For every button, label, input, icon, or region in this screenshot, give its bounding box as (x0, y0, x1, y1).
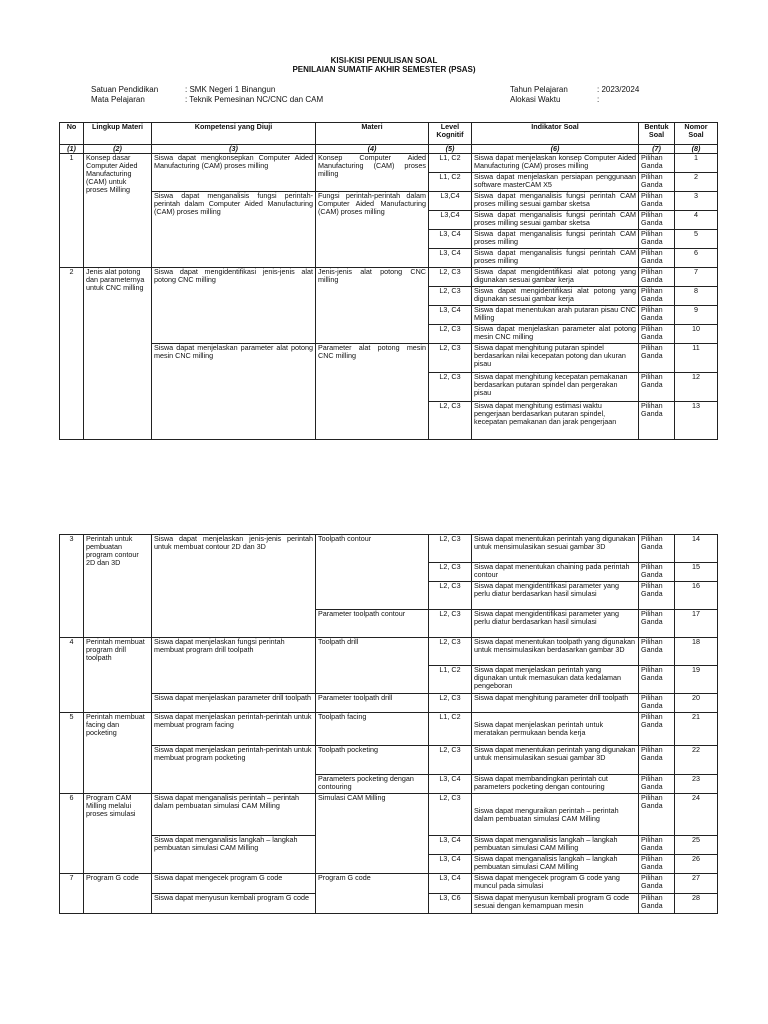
mapel-value: : Teknik Pemesinan NC/CNC dan CAM (185, 95, 324, 104)
level-kognitif: L1, C2 (429, 154, 472, 173)
document-subtitle: PENILAIAN SUMATIF AKHIR SEMESTER (PSAS) (292, 65, 476, 74)
nomor-soal: 4 (675, 211, 718, 230)
column-number: (5) (429, 145, 472, 154)
indikator-soal: Siswa dapat mengidentifikasi parameter yang perlu diatur berdasarkan hasil simulasi (472, 582, 639, 610)
bentuk-soal: Pilihan Ganda (639, 325, 675, 344)
kompetensi: Siswa dapat menganalisis langkah – langkah pembuatan simulasi CAM Milling (152, 836, 316, 874)
level-kognitif: L3, C4 (429, 855, 472, 874)
nomor-soal: 23 (675, 775, 718, 794)
materi: Parameters pocketing dengan contouring (316, 775, 429, 794)
nomor-soal: 1 (675, 154, 718, 173)
kompetensi: Siswa dapat menjelaskan fungsi perintah membuat program drill toolpath (152, 638, 316, 694)
kompetensi: Siswa dapat menjelaskan perintah-perintah untuk membuat program facing (152, 713, 316, 746)
table-row (60, 794, 718, 836)
row-no: 5 (60, 713, 84, 794)
nomor-soal: 14 (675, 535, 718, 563)
indikator-soal: Siswa dapat mengecek program G code yang muncul pada simulasi (472, 874, 639, 894)
header-nomor: Nomor Soal (675, 123, 718, 145)
lingkup-materi: Program G code (84, 874, 152, 914)
nomor-soal: 12 (675, 373, 718, 402)
level-kognitif: L2, C3 (429, 287, 472, 306)
bentuk-soal: Pilihan Ganda (639, 794, 675, 836)
level-kognitif: L3, C4 (429, 249, 472, 268)
bentuk-soal: Pilihan Ganda (639, 287, 675, 306)
table-row (60, 874, 718, 894)
bentuk-soal: Pilihan Ganda (639, 836, 675, 855)
kompetensi: Siswa dapat menjelaskan parameter drill toolpath (152, 694, 316, 713)
lingkup-materi: Jenis alat potong dan parameternya untuk CNC milling (84, 268, 152, 440)
bentuk-soal: Pilihan Ganda (639, 249, 675, 268)
level-kognitif: L3, C4 (429, 230, 472, 249)
level-kognitif: L3, C4 (429, 836, 472, 855)
header-indikator: Indikator Soal (472, 123, 639, 145)
materi: Konsep Computer Aided Manufacturing (CAM) proses milling (316, 154, 429, 192)
row-no: 4 (60, 638, 84, 713)
level-kognitif: L2, C3 (429, 402, 472, 440)
nomor-soal: 9 (675, 306, 718, 325)
kompetensi: Siswa dapat mengidentifikasi jenis-jenis alat potong CNC milling (152, 268, 316, 344)
column-number: (6) (472, 145, 639, 154)
bentuk-soal: Pilihan Ganda (639, 344, 675, 373)
table-row (60, 192, 718, 211)
materi: Jenis-jenis alat potong CNC milling (316, 268, 429, 344)
bentuk-soal: Pilihan Ganda (639, 746, 675, 775)
indikator-soal: Siswa dapat menghitung kecepatan pemakanan berdasarkan putaran spindel dan pergerakan pisau (472, 373, 639, 402)
column-number: (1) (60, 145, 84, 154)
level-kognitif: L2, C3 (429, 535, 472, 563)
indikator-soal: Siswa dapat menentukan perintah yang digunakan untuk mensimulasikan sesuai gambar 3D (472, 535, 639, 563)
indikator-soal: Siswa dapat menjelaskan perintah yang digunakan untuk memasukan data kedalaman pengeboran (472, 666, 639, 694)
bentuk-soal: Pilihan Ganda (639, 694, 675, 713)
indikator-soal: Siswa dapat menganalisis fungsi perintah CAM proses milling sesuai gambar sketsa (472, 192, 639, 211)
nomor-soal: 16 (675, 582, 718, 610)
nomor-soal: 19 (675, 666, 718, 694)
mapel-label: Mata Pelajaran (91, 95, 145, 104)
bentuk-soal: Pilihan Ganda (639, 666, 675, 694)
nomor-soal: 6 (675, 249, 718, 268)
materi: Simulasi CAM Milling (316, 794, 429, 874)
tahun-label: Tahun Pelajaran (510, 85, 568, 94)
column-number: (2) (84, 145, 152, 154)
kisi-table-page1 (59, 122, 718, 440)
column-number: (7) (639, 145, 675, 154)
indikator-soal: Siswa dapat menentukan perintah yang digunakan untuk mensimulasikan sesuai gambar 3D (472, 746, 639, 775)
kompetensi: Siswa dapat mengkonsepkan Computer Aided Manufacturing (CAM) proses milling (152, 154, 316, 192)
header-bentuk: Bentuk Soal (639, 123, 675, 145)
materi: Parameter toolpath drill (316, 694, 429, 713)
lingkup-materi: Perintah untuk pembuatan program contour 2D dan 3D (84, 535, 152, 638)
indikator-soal: Siswa dapat menentukan arah putaran pisau CNC Milling (472, 306, 639, 325)
nomor-soal: 21 (675, 713, 718, 746)
nomor-soal: 17 (675, 610, 718, 638)
nomor-soal: 11 (675, 344, 718, 373)
materi: Parameter toolpath contour (316, 610, 429, 638)
table-row (60, 154, 718, 173)
row-no: 6 (60, 794, 84, 874)
nomor-soal: 10 (675, 325, 718, 344)
indikator-soal: Siswa dapat menyusun kembali program G code sesuai dengan kemampuan mesin (472, 894, 639, 914)
level-kognitif: L3,C4 (429, 192, 472, 211)
bentuk-soal: Pilihan Ganda (639, 894, 675, 914)
level-kognitif: L2, C3 (429, 373, 472, 402)
column-number: (4) (316, 145, 429, 154)
level-kognitif: L2, C3 (429, 610, 472, 638)
bentuk-soal: Pilihan Ganda (639, 268, 675, 287)
satuan-label: Satuan Pendidikan (91, 85, 159, 94)
materi: Toolpath facing (316, 713, 429, 746)
alokasi-label: Alokasi Waktu (510, 95, 561, 104)
level-kognitif: L2, C3 (429, 325, 472, 344)
indikator-soal: Siswa dapat menghitung putaran spindel berdasarkan nilai kecepatan potong dan ukuran pisau (472, 344, 639, 373)
level-kognitif: L2, C3 (429, 344, 472, 373)
kompetensi: Siswa dapat menjelaskan parameter alat potong mesin CNC milling (152, 344, 316, 440)
bentuk-soal: Pilihan Ganda (639, 373, 675, 402)
level-kognitif: L2, C3 (429, 746, 472, 775)
level-kognitif: L3, C4 (429, 306, 472, 325)
materi: Toolpath contour (316, 535, 429, 610)
lingkup-materi: Perintah membuat program drill toolpath (84, 638, 152, 713)
header-lingkup: Lingkup Materi (84, 123, 152, 145)
table-row (60, 746, 718, 775)
level-kognitif: L2, C3 (429, 268, 472, 287)
bentuk-soal: Pilihan Ganda (639, 211, 675, 230)
table-row (60, 694, 718, 713)
table-row (60, 713, 718, 746)
materi: Fungsi perintah-perintah dalam Computer Aided Manufacturing (CAM) proses milling (316, 192, 429, 268)
nomor-soal: 15 (675, 563, 718, 582)
nomor-soal: 25 (675, 836, 718, 855)
materi: Toolpath drill (316, 638, 429, 694)
kompetensi: Siswa dapat menjelaskan jenis-jenis perintah untuk membuat contour 2D dan 3D (152, 535, 316, 638)
level-kognitif: L1, C2 (429, 713, 472, 746)
bentuk-soal: Pilihan Ganda (639, 855, 675, 874)
table-row (60, 268, 718, 287)
indikator-soal: Siswa dapat mengidentifikasi alat potong yang digunakan sesuai gambar kerja (472, 287, 639, 306)
indikator-soal: Siswa dapat menguraikan perintah – perintah dalam pembuatan simulasi CAM Milling (472, 794, 639, 836)
row-no: 7 (60, 874, 84, 914)
nomor-soal: 20 (675, 694, 718, 713)
kisi-table-page2 (59, 534, 718, 914)
materi: Toolpath pocketing (316, 746, 429, 775)
table-row (60, 344, 718, 373)
indikator-soal: Siswa dapat menganalisis fungsi perintah CAM proses milling sesuai gambar sketsa (472, 211, 639, 230)
level-kognitif: L2, C3 (429, 694, 472, 713)
tahun-value: : 2023/2024 (597, 85, 640, 94)
bentuk-soal: Pilihan Ganda (639, 306, 675, 325)
bentuk-soal: Pilihan Ganda (639, 192, 675, 211)
lingkup-materi: Perintah membuat facing dan pocketing (84, 713, 152, 794)
kompetensi: Siswa dapat menyusun kembali program G code (152, 894, 316, 914)
indikator-soal: Siswa dapat menjelaskan parameter alat potong mesin CNC milling (472, 325, 639, 344)
nomor-soal: 3 (675, 192, 718, 211)
indikator-soal: Siswa dapat mengidentifikasi alat potong yang digunakan sesuai gambar kerja (472, 268, 639, 287)
nomor-soal: 27 (675, 874, 718, 894)
bentuk-soal: Pilihan Ganda (639, 402, 675, 440)
level-kognitif: L3, C4 (429, 775, 472, 794)
bentuk-soal: Pilihan Ganda (639, 173, 675, 192)
indikator-soal: Siswa dapat membandingkan perintah cut parameters pocketing dengan contouring (472, 775, 639, 794)
bentuk-soal: Pilihan Ganda (639, 535, 675, 563)
bentuk-soal: Pilihan Ganda (639, 874, 675, 894)
bentuk-soal: Pilihan Ganda (639, 610, 675, 638)
level-kognitif: L1, C2 (429, 666, 472, 694)
lingkup-materi: Program CAM Milling melalui proses simulasi (84, 794, 152, 874)
level-kognitif: L2, C3 (429, 794, 472, 836)
indikator-soal: Siswa dapat menjelaskan persiapan penggunaan software masterCAM X5 (472, 173, 639, 192)
header-kompetensi: Kompetensi yang Diuji (152, 123, 316, 145)
indikator-soal: Siswa dapat menentukan chaining pada perintah contour (472, 563, 639, 582)
bentuk-soal: Pilihan Ganda (639, 638, 675, 666)
row-no: 2 (60, 268, 84, 440)
kompetensi: Siswa dapat menganalisis perintah – perintah dalam pembuatan simulasi CAM Milling (152, 794, 316, 836)
lingkup-materi: Konsep dasar Computer Aided Manufacturing (CAM) untuk proses Milling (84, 154, 152, 268)
indikator-soal: Siswa dapat menganalisis langkah – langkah pembuatan simulasi CAM Milling (472, 836, 639, 855)
indikator-soal: Siswa dapat menentukan toolpath yang digunakan untuk mensimulasikan berdasarkan gambar 3D (472, 638, 639, 666)
nomor-soal: 7 (675, 268, 718, 287)
table-row (60, 535, 718, 563)
nomor-soal: 13 (675, 402, 718, 440)
bentuk-soal: Pilihan Ganda (639, 713, 675, 746)
indikator-soal: Siswa dapat menganalisis fungsi perintah CAM proses milling (472, 230, 639, 249)
bentuk-soal: Pilihan Ganda (639, 582, 675, 610)
bentuk-soal: Pilihan Ganda (639, 230, 675, 249)
indikator-soal: Siswa dapat menghitung estimasi waktu pengerjaan berdasarkan putaran spindel, kecepatan pemakanan dan jarak pengerjaan (472, 402, 639, 440)
nomor-soal: 8 (675, 287, 718, 306)
kompetensi: Siswa dapat mengecek program G code (152, 874, 316, 894)
level-kognitif: L2, C3 (429, 563, 472, 582)
header-level: Level Kognitif (429, 123, 472, 145)
level-kognitif: L2, C3 (429, 582, 472, 610)
level-kognitif: L1, C2 (429, 173, 472, 192)
bentuk-soal: Pilihan Ganda (639, 775, 675, 794)
nomor-soal: 18 (675, 638, 718, 666)
indikator-soal: Siswa dapat menghitung parameter drill toolpath (472, 694, 639, 713)
kompetensi: Siswa dapat menjelaskan perintah-perintah untuk membuat program pocketing (152, 746, 316, 794)
row-no: 3 (60, 535, 84, 638)
indikator-soal: Siswa dapat menjelaskan perintah untuk meratakan permukaan benda kerja (472, 713, 639, 746)
nomor-soal: 24 (675, 794, 718, 836)
satuan-value: : SMK Negeri 1 Binangun (185, 85, 276, 94)
level-kognitif: L2, C3 (429, 638, 472, 666)
bentuk-soal: Pilihan Ganda (639, 154, 675, 173)
level-kognitif: L3, C4 (429, 874, 472, 894)
level-kognitif: L3, C6 (429, 894, 472, 914)
nomor-soal: 28 (675, 894, 718, 914)
indikator-soal: Siswa dapat menganalisis langkah – langkah pembuatan simulasi CAM Milling (472, 855, 639, 874)
indikator-soal: Siswa dapat menganalisis fungsi perintah CAM proses milling (472, 249, 639, 268)
bentuk-soal: Pilihan Ganda (639, 563, 675, 582)
column-number: (3) (152, 145, 316, 154)
materi: Parameter alat potong mesin CNC milling (316, 344, 429, 440)
materi: Program G code (316, 874, 429, 914)
nomor-soal: 26 (675, 855, 718, 874)
table-row (60, 638, 718, 666)
header-no: No (60, 123, 84, 145)
header-materi: Materi (316, 123, 429, 145)
row-no: 1 (60, 154, 84, 268)
nomor-soal: 2 (675, 173, 718, 192)
indikator-soal: Siswa dapat menjelaskan konsep Computer Aided Manufacturing (CAM) proses milling (472, 154, 639, 173)
column-number: (8) (675, 145, 718, 154)
indikator-soal: Siswa dapat mengidentifikasi parameter yang perlu diatur berdasarkan hasil simulasi (472, 610, 639, 638)
level-kognitif: L3,C4 (429, 211, 472, 230)
document-title: KISI-KISI PENULISAN SOAL (330, 56, 438, 65)
nomor-soal: 5 (675, 230, 718, 249)
nomor-soal: 22 (675, 746, 718, 775)
kompetensi: Siswa dapat menganalisis fungsi perintah-perintah dalam Computer Aided Manufacturing (CAM) proses milling (152, 192, 316, 268)
alokasi-value: : (597, 95, 600, 104)
